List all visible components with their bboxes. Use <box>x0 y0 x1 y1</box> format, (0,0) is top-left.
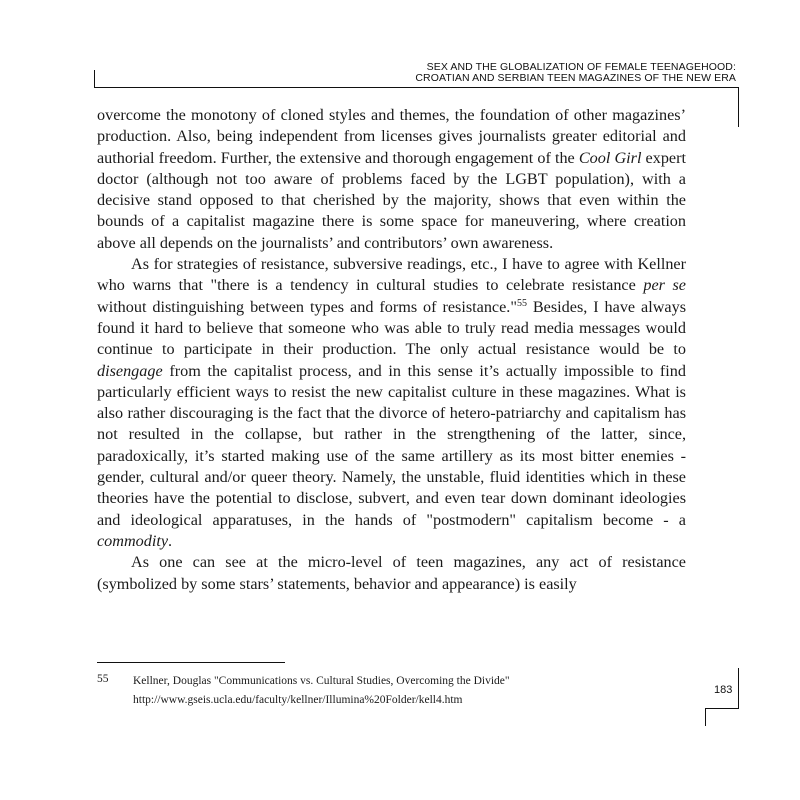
footnote-rule <box>97 662 285 663</box>
emphasis-text: disengage <box>97 361 163 380</box>
footnote <box>97 672 657 710</box>
running-header <box>136 62 736 84</box>
running-header-line-2: CROATIAN AND SERBIAN TEEN MAGAZINES OF THE NEW ERA <box>415 72 736 84</box>
emphasis-text: per se <box>643 276 686 295</box>
text-run: . <box>168 531 173 550</box>
page-number-mark-bottom <box>705 708 706 726</box>
page-number: 183 <box>714 684 733 696</box>
paragraph <box>97 105 686 254</box>
header-corner-mark-left <box>94 70 95 88</box>
text-run: As one can see at the micro-level of teen magazines, any act of resistance (symbolized by some stars’ statements, behavior and appearance) is easily <box>97 553 686 593</box>
emphasis-text: commodity <box>97 531 169 550</box>
header-corner-mark-right <box>738 87 739 127</box>
paragraph <box>97 254 686 552</box>
footnote-body <box>133 672 657 710</box>
header-rule <box>94 87 739 88</box>
text-run: from the capitalist process, and in this sense it’s actually impossible to find particularly efficient ways to resist the new capitalist culture in these magazines. What is also rather discouraging is the fact that the divorce of hetero-patriarchy and capitalism has not resulted in the collapse, but rather in the strengthening of the latter, since, paradoxically, it’s started making use of the same artillery as its most bitter enemies - gender, cultural and/or queer theory. Namely, the unstable, fluid identities which in these theories have the potential to disclose, subvert, and even tear down dominant ideologies and ideological apparatuses, in the hands of "postmodern" capitalism become - a <box>97 361 686 529</box>
footnote-number: 55 <box>97 673 109 685</box>
text-run: expert doctor (although not too aware of problems faced by the LGBT population), with a decisive stand opposed to that cherished by the majority, shows that even within the bounds of a capitalist magazine there is some space for maneuvering, where creation above all depends on the journalists’ and contributors’ own awareness. <box>97 148 686 252</box>
text-run: overcome the monotony of cloned styles and themes, the foundation of other magazines’ production. Also, being independent from licenses gives journalists greater editorial and authorial freedom. Further, the extensive and thorough engagement of the <box>97 106 686 167</box>
footnote-ref[interactable]: 55 <box>516 297 527 309</box>
paragraph <box>97 552 686 595</box>
running-header-line-1: SEX AND THE GLOBALIZATION OF FEMALE TEENAGEHOOD: <box>426 61 736 73</box>
emphasis-text: Cool Girl <box>578 148 642 167</box>
page-number-rule <box>705 708 739 709</box>
footnote-citation: Kellner, Douglas "Communications vs. Cultural Studies, Overcoming the Divide" <box>133 675 510 687</box>
text-run: Besides, I have always found it hard to believe that someone who was able to truly read media messages would continue to participate in their production. The only actual resistance would be to <box>97 297 686 359</box>
page-number-mark-top <box>738 668 739 708</box>
text-run: As for strategies of resistance, subversive readings, etc., I have to agree with Kellner who warns that "there is a tendency in cultural studies to celebrate resistance <box>97 255 686 295</box>
body-text <box>97 105 686 595</box>
footnote-url[interactable]: http://www.gseis.ucla.edu/faculty/kellner/Illumina%20Folder/kell4.htm <box>133 694 463 706</box>
text-run: without distinguishing between types and forms of resistance." <box>97 297 517 316</box>
